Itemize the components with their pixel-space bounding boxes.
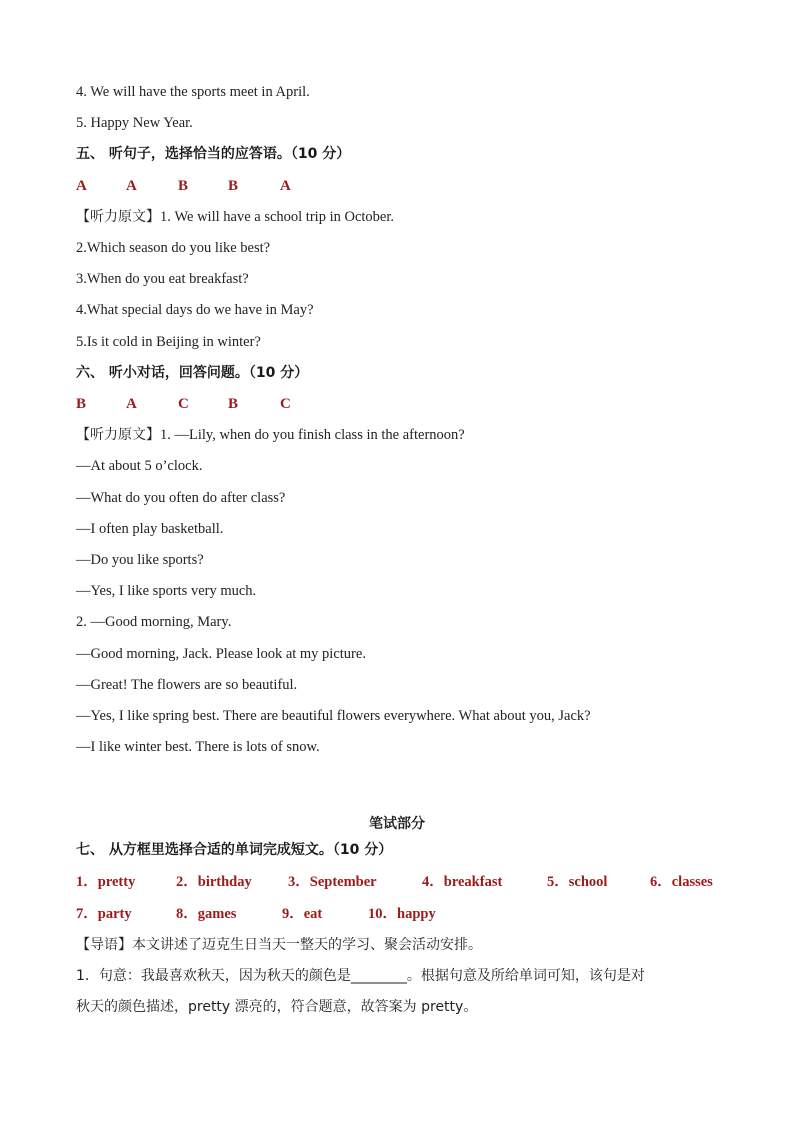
answer-letter: C [280,396,291,412]
answer-letter: B [76,396,87,412]
script-label: 【听力原文】 [76,427,160,443]
script-line: —Yes, I like spring best. There are beautiful flowers everywhere. What about you, Jack? [76,708,591,724]
script-line: —Yes, I like sports very much. [76,583,257,599]
section-heading: 七、 从方框里选择合适的单词完成短文。（10 分） [76,842,393,858]
answer-letter: B [178,178,189,194]
answer-letter: A [126,178,137,194]
script-label: 【听力原文】 [76,209,160,225]
section-heading: 六、 听小对话，回答问题。（10 分） [76,365,309,381]
word-option: 9．eat [282,906,323,922]
answer-letter: A [126,396,137,412]
script-line: 2. —Good morning, Mary. [76,614,232,630]
script-line: —What do you often do after class? [76,490,286,506]
word-option: 2．birthday [176,874,252,890]
script-line: —I like winter best. There is lots of snow. [76,739,320,755]
explanation-line: 1．句意：我最喜欢秋天，因为秋天的颜色是________。根据句意及所给单词可知，该句是对 [76,968,645,984]
text-line: 4. We will have the sports meet in April. [76,84,310,100]
guide-text: 【导语】本文讲述了迈克生日当天一整天的学习、聚会活动安排。 [76,937,482,953]
answer-letter: A [76,178,87,194]
explanation-line: 秋天的颜色描述，pretty 漂亮的，符合题意，故答案为 pretty。 [76,999,478,1015]
word-option: 1．pretty [76,874,136,890]
script-line [76,425,465,445]
word-option: 5．school [547,874,608,890]
script-line: —Great! The flowers are so beautiful. [76,677,298,693]
answer-letter: A [280,178,291,194]
text-line: 5. Happy New Year. [76,115,193,131]
script-line: 4.What special days do we have in May? [76,302,314,318]
answer-letter: B [228,178,239,194]
word-option: 6．classes [650,874,713,890]
script-text: 1. —Lily, when do you finish class in the afternoon? [160,427,465,443]
script-line: —I often play basketball. [76,521,224,537]
script-line: —At about 5 o’clock. [76,458,203,474]
word-option: 4．breakfast [422,874,503,890]
part-title: 笔试部分 [369,816,425,832]
word-option: 3．September [288,874,377,890]
answer-letter: B [228,396,239,412]
script-line [76,207,394,227]
word-option: 7．party [76,906,132,922]
script-line: 3.When do you eat breakfast? [76,271,249,287]
script-text: 1. We will have a school trip in October. [160,209,394,225]
script-line: —Do you like sports? [76,552,204,568]
word-option: 10．happy [368,906,436,922]
script-line: 2.Which season do you like best? [76,240,271,256]
script-line: —Good morning, Jack. Please look at my picture. [76,646,366,662]
script-line: 5.Is it cold in Beijing in winter? [76,334,261,350]
word-option: 8．games [176,906,237,922]
answer-letter: C [178,396,189,412]
section-heading: 五、 听句子，选择恰当的应答语。（10 分） [76,146,351,162]
